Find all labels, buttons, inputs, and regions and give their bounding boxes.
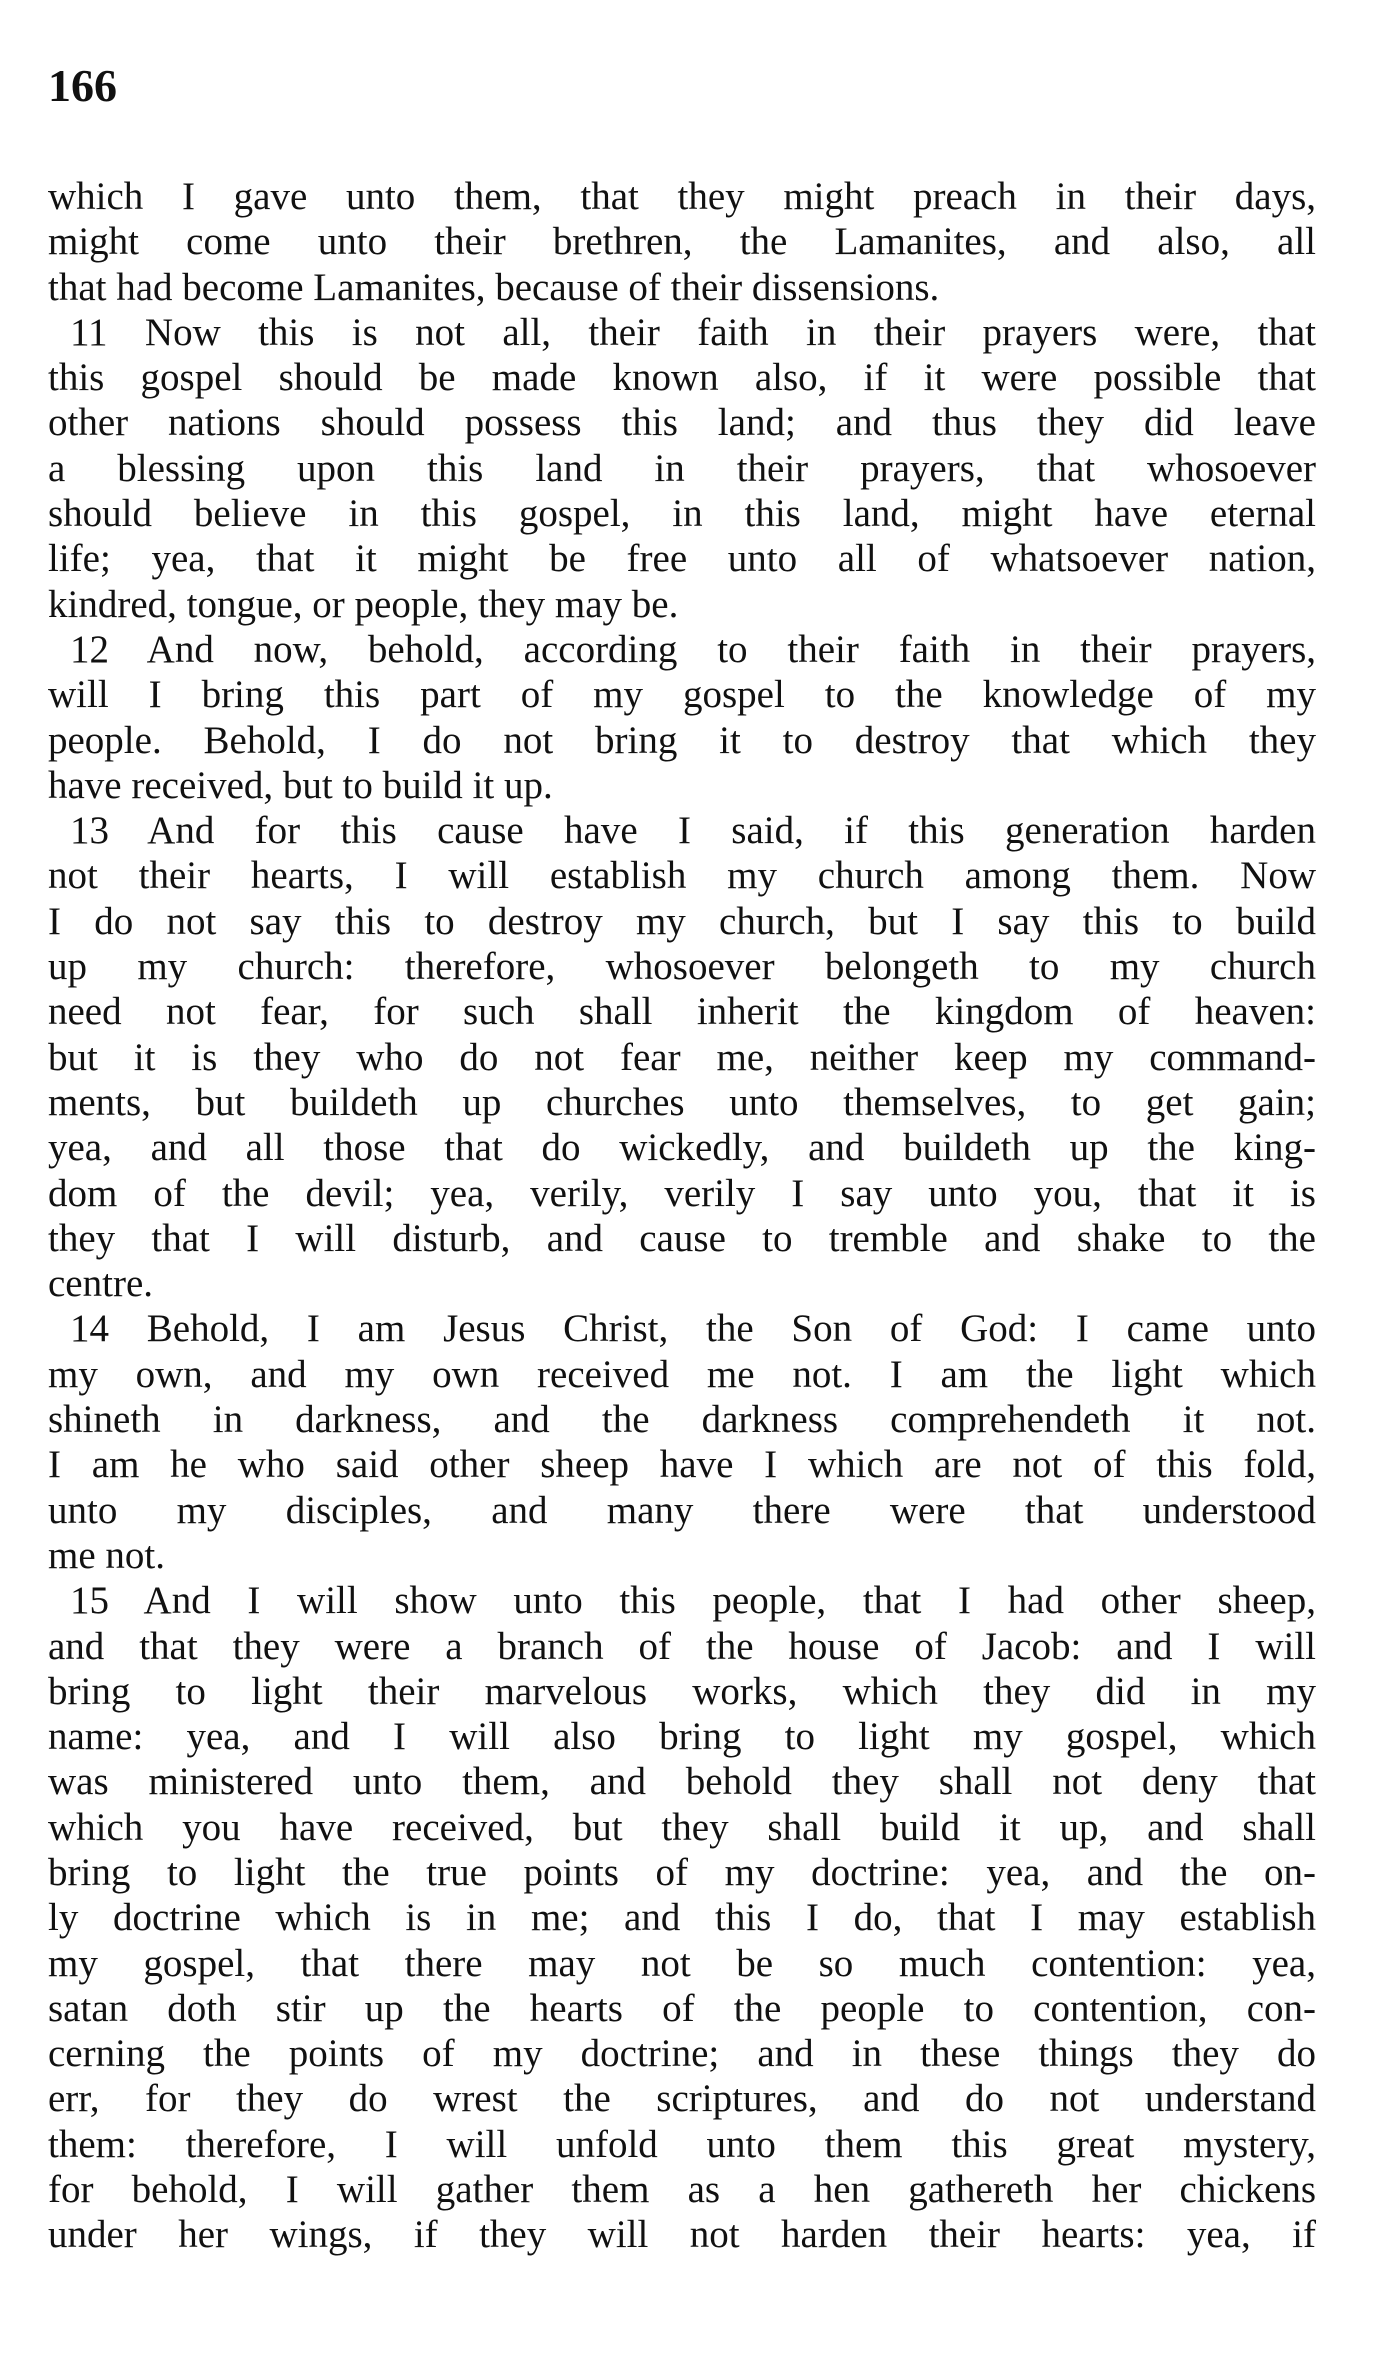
- body-text: [48, 174, 1316, 2258]
- text-line: I do not say this to destroy my church, but I say this to build: [48, 899, 1316, 943]
- text-line: a blessing upon this land in their prayers, that whosoever: [48, 446, 1316, 490]
- text-line: this gospel should be made known also, if it were possible that: [48, 356, 1316, 400]
- text-line: kindred, tongue, or people, they may be.: [48, 582, 679, 626]
- text-line: might come unto their brethren, the Lamanites, and also, all: [48, 220, 1316, 264]
- text-line: centre.: [48, 1262, 154, 1306]
- text-line: that had become Lamanites, because of their dissensions.: [48, 265, 940, 309]
- text-line: cerning the points of my doctrine; and in these things they do: [48, 2032, 1316, 2076]
- text-line: shineth in darkness, and the darkness comprehendeth it not.: [48, 1398, 1316, 1442]
- text-line: my gospel, that there may not be so much contention: yea,: [48, 1941, 1316, 1985]
- text-line: not their hearts, I will establish my church among them. Now: [48, 854, 1316, 898]
- text-line: life; yea, that it might be free unto all of whatsoever nation,: [48, 537, 1316, 581]
- text-line: have received, but to build it up.: [48, 763, 553, 807]
- text-line: satan doth stir up the hearts of the people to contention, con-: [48, 1986, 1316, 2030]
- text-line: up my church: therefore, whosoever belongeth to my church: [48, 945, 1316, 989]
- verse-start-line: 14 Behold, I am Jesus Christ, the Son of God: I came unto: [70, 1307, 1316, 1351]
- text-line: err, for they do wrest the scriptures, and do not understand: [48, 2077, 1316, 2121]
- text-line: was ministered unto them, and behold they shall not deny that: [48, 1760, 1316, 1804]
- page-number: 166: [48, 60, 117, 111]
- text-line: they that I will disturb, and cause to tremble and shake to the: [48, 1216, 1316, 1260]
- verse-start-line: 11 Now this is not all, their faith in their prayers were, that: [70, 310, 1316, 354]
- text-line: bring to light the true points of my doctrine: yea, and the on-: [48, 1850, 1316, 1894]
- text-line: but it is they who do not fear me, neither keep my command-: [48, 1035, 1316, 1079]
- text-line: which you have received, but they shall build it up, and shall: [48, 1805, 1316, 1849]
- verse-start-line: 12 And now, behold, according to their faith in their prayers,: [70, 627, 1316, 671]
- verse-start-line: 13 And for this cause have I said, if this generation harden: [70, 809, 1316, 853]
- text-line: I am he who said other sheep have I which are not of this fold,: [48, 1443, 1316, 1487]
- text-line: should believe in this gospel, in this land, might have eternal: [48, 492, 1316, 536]
- text-line: ments, but buildeth up churches unto themselves, to get gain;: [48, 1080, 1316, 1124]
- text-line: for behold, I will gather them as a hen gathereth her chickens: [48, 2168, 1316, 2212]
- text-line: will I bring this part of my gospel to the knowledge of my: [48, 673, 1316, 717]
- text-line: which I gave unto them, that they might preach in their days,: [48, 175, 1316, 218]
- text-line: me not.: [48, 1533, 165, 1577]
- verse-start-line: 15 And I will show unto this people, that I had other sheep,: [70, 1579, 1316, 1623]
- text-line: unto my disciples, and many there were that understood: [48, 1488, 1316, 1532]
- text-line: people. Behold, I do not bring it to destroy that which they: [48, 718, 1316, 762]
- text-line: ly doctrine which is in me; and this I do, that I may establish: [48, 1896, 1316, 1940]
- text-line: them: therefore, I will unfold unto them this great mystery,: [48, 2122, 1316, 2166]
- text-line: name: yea, and I will also bring to light my gospel, which: [48, 1715, 1316, 1759]
- text-line: and that they were a branch of the house of Jacob: and I will: [48, 1624, 1316, 1668]
- text-line: under her wings, if they will not harden their hearts: yea, if: [48, 2213, 1316, 2257]
- text-line: bring to light their marvelous works, which they did in my: [48, 1669, 1316, 1713]
- text-line: dom of the devil; yea, verily, verily I say unto you, that it is: [48, 1171, 1316, 1215]
- text-line: my own, and my own received me not. I am the light which: [48, 1352, 1316, 1396]
- document-page: [48, 58, 1316, 2258]
- text-line: yea, and all those that do wickedly, and buildeth up the king-: [48, 1126, 1316, 1170]
- text-line: need not fear, for such shall inherit the kingdom of heaven:: [48, 990, 1316, 1034]
- text-line: other nations should possess this land; and thus they did leave: [48, 401, 1316, 445]
